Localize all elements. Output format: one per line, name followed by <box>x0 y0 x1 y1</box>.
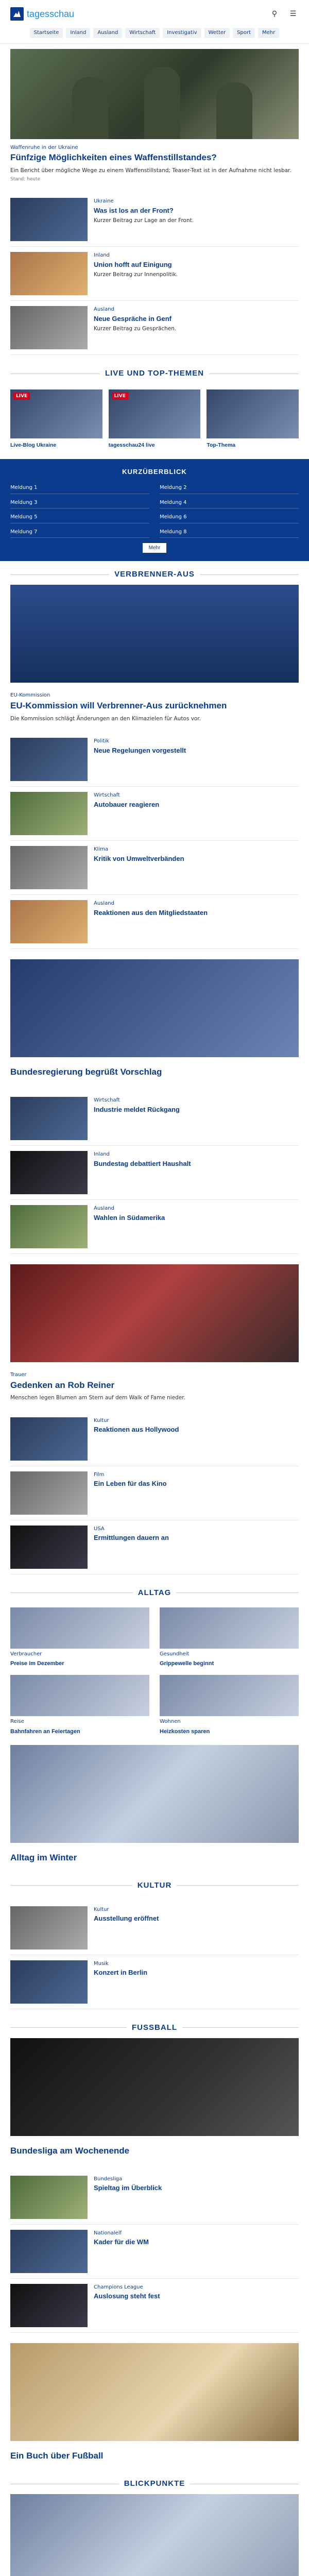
list-item-image <box>10 252 88 295</box>
live-card-image <box>10 389 102 438</box>
tile-image <box>10 1675 149 1716</box>
hero-figure <box>216 82 252 139</box>
tile-kicker: Verbraucher <box>10 1651 42 1657</box>
list-item[interactable] <box>10 247 299 301</box>
list-item-text <box>94 2284 299 2327</box>
list-item[interactable] <box>10 1520 299 1574</box>
list-item[interactable] <box>10 1200 299 1254</box>
list-item-text <box>94 2176 299 2219</box>
live-card[interactable] <box>109 389 201 449</box>
brief-item[interactable]: Meldung 2 <box>160 482 299 494</box>
alltag-grid <box>0 1603 309 1740</box>
list-item-headline[interactable]: Kritik von Umweltverbänden <box>94 854 184 862</box>
feature-headline[interactable]: EU-Kommission will Verbrenner-Aus zurücknehmen <box>10 700 227 710</box>
feature-text <box>0 1847 309 1872</box>
section-header <box>10 569 299 580</box>
list-item-text <box>94 900 299 943</box>
list-item[interactable] <box>10 193 299 247</box>
nav-item[interactable]: Wirtschaft <box>125 28 160 38</box>
list-item[interactable] <box>10 1092 299 1146</box>
list-item[interactable] <box>10 733 299 787</box>
list-item-kicker: Ausland <box>94 307 114 313</box>
nav-item[interactable]: Startseite <box>30 28 63 38</box>
feature-kicker: EU-Kommission <box>10 692 50 699</box>
live-strip <box>0 384 309 454</box>
live-card-image <box>207 389 299 438</box>
list-item-headline[interactable]: Was ist los an der Front? <box>94 206 174 214</box>
nav-item[interactable]: Wetter <box>204 28 230 38</box>
list-item-image <box>10 1151 88 1194</box>
list-item-image <box>10 1097 88 1140</box>
memorial-headline[interactable]: Gedenken an Rob Reiner <box>10 1380 115 1390</box>
list-item-image <box>10 1471 88 1515</box>
list-item-text <box>94 2230 299 2273</box>
list-item-teaser: Kurzer Beitrag zur Lage an der Front. <box>94 217 194 224</box>
tile-kicker: Reise <box>10 1719 24 1725</box>
kultur-list <box>0 1896 309 2014</box>
list-item-text <box>94 846 299 889</box>
list-item[interactable] <box>10 895 299 949</box>
list-item-kicker: Inland <box>94 1151 110 1158</box>
list-item-image <box>10 1205 88 1248</box>
list-item-headline[interactable]: Bundestag debattiert Haushalt <box>94 1159 191 1167</box>
divider <box>10 1885 132 1886</box>
list-item-headline[interactable]: Spieltag im Überblick <box>94 2184 162 2192</box>
list-item[interactable] <box>10 787 299 841</box>
logo-icon <box>10 7 24 21</box>
brief-item[interactable]: Meldung 8 <box>160 527 299 538</box>
list-item-headline[interactable]: Reaktionen aus den Mitgliedstaaten <box>94 908 208 917</box>
list-item[interactable] <box>10 1466 299 1520</box>
tile-kicker: Gesundheit <box>160 1651 190 1657</box>
list-item-text <box>94 306 299 349</box>
top-story-teaser: Ein Bericht über mögliche Wege zu einem Waffenstillstand; Teaser-Text ist in der Aufnahme nicht lesbar. <box>10 167 291 174</box>
list-item-headline[interactable]: Kader für die WM <box>94 2238 149 2246</box>
list-item-headline[interactable]: Neue Regelungen vorgestellt <box>94 746 186 754</box>
list-item-headline[interactable]: Ausstellung eröffnet <box>94 1914 159 1923</box>
list-item-headline[interactable]: Wahlen in Südamerika <box>94 1213 165 1222</box>
list-item-text <box>94 252 299 295</box>
list-item-headline[interactable]: Industrie meldet Rückgang <box>94 1105 180 1113</box>
divider <box>176 1592 299 1593</box>
top-story-text <box>0 139 309 188</box>
section-title: KULTUR <box>137 1880 172 1890</box>
list-item-text <box>94 1526 299 1569</box>
list-item-text <box>94 198 299 241</box>
list-item-image <box>10 846 88 889</box>
brief-item[interactable]: Meldung 7 <box>10 527 149 538</box>
tile-image <box>160 1607 299 1649</box>
list-item-kicker: Inland <box>94 252 110 259</box>
divider <box>182 2027 299 2028</box>
feature-image[interactable] <box>10 1745 299 1843</box>
main-nav <box>0 25 309 44</box>
list-item-headline[interactable]: Ermittlungen dauern an <box>94 1534 169 1542</box>
brief-item[interactable]: Meldung 4 <box>160 497 299 509</box>
news-list-1 <box>0 188 309 360</box>
tile-headline[interactable]: Preise im Dezember <box>10 1660 64 1667</box>
tile-image <box>10 1607 149 1649</box>
hero-figure <box>144 67 180 139</box>
section-header <box>10 1880 299 1891</box>
brief-box <box>0 459 309 562</box>
list-item-text <box>94 1205 299 1248</box>
list-item-kicker: Ausland <box>94 1206 114 1212</box>
memorial-image[interactable] <box>10 1264 299 1362</box>
search-icon[interactable]: ⚲ <box>271 9 278 18</box>
feature-teaser: Die Kommission schlägt Änderungen an den Klimazielen für Autos vor. <box>10 715 201 722</box>
list-item-image <box>10 306 88 349</box>
list-item-kicker: Ukraine <box>94 198 114 205</box>
list-item-kicker: Nationalelf <box>94 2230 122 2236</box>
list-item-kicker: Kultur <box>94 1417 109 1423</box>
tile-kicker: Wohnen <box>160 1719 181 1725</box>
list-item-headline[interactable]: Autobauer reagieren <box>94 800 160 808</box>
top-story-headline[interactable]: Fünfzige Möglichkeiten eines Waffenstillstandes? <box>10 152 217 162</box>
brief-item[interactable]: Meldung 3 <box>10 497 149 509</box>
list-item-image <box>10 1417 88 1461</box>
feature-headline[interactable]: Alltag im Winter <box>10 1852 77 1862</box>
feature-headline[interactable]: Ein Buch über Fußball <box>10 2450 104 2461</box>
tile-image <box>160 1675 299 1716</box>
section-title: VERBRENNER-AUS <box>114 570 195 579</box>
section-header <box>10 2023 299 2033</box>
fussball-list <box>0 2165 309 2338</box>
tile[interactable] <box>10 1675 149 1735</box>
tile[interactable] <box>10 1607 149 1668</box>
list-item-image <box>10 198 88 241</box>
list-item-teaser: Kurzer Beitrag zur Innenpolitik. <box>94 272 178 278</box>
section-title: ALLTAG <box>138 1588 171 1597</box>
feature-image[interactable] <box>10 2038 299 2136</box>
section-title: FUSSBALL <box>132 2023 177 2032</box>
divider <box>177 1885 299 1886</box>
section-title: BLICKPUNKTE <box>124 2479 185 2488</box>
brief-item[interactable]: Meldung 6 <box>160 512 299 523</box>
list-item-kicker: Bundesliga <box>94 2176 123 2182</box>
site-header <box>0 0 309 44</box>
top-story <box>0 49 309 188</box>
tile-headline[interactable]: Heizkosten sparen <box>160 1728 210 1735</box>
list-item-kicker: Champions League <box>94 2284 143 2290</box>
list-item-image <box>10 1906 88 1950</box>
list-item-kicker: Wirtschaft <box>94 792 120 799</box>
nav-item[interactable]: Mehr <box>258 28 279 38</box>
list-item-kicker: Musik <box>94 1960 109 1967</box>
live-card-caption: tagesschau24 live <box>108 442 155 448</box>
live-card-image <box>109 389 201 438</box>
memorial-kicker: Trauer <box>10 1372 27 1378</box>
brief-item[interactable]: Meldung 1 <box>10 482 149 494</box>
brief-more-button[interactable]: Mehr <box>143 543 167 553</box>
tile-headline[interactable]: Grippewelle beginnt <box>160 1660 214 1667</box>
list-item-image <box>10 2284 88 2327</box>
logo-brand: tagesschau <box>27 8 75 19</box>
divider <box>200 574 299 575</box>
menu-icon[interactable]: ☰ <box>289 9 297 18</box>
list-item-text <box>94 1906 299 1950</box>
feature-text <box>0 687 309 727</box>
section-title: LIVE UND TOP-THEMEN <box>105 369 204 378</box>
list-item[interactable] <box>10 1146 299 1200</box>
list-item-kicker: Kultur <box>94 1906 109 1912</box>
live-card-caption: Top-Thema <box>207 442 236 448</box>
list-item-image <box>10 1526 88 1569</box>
feature-text <box>0 2445 309 2470</box>
live-card[interactable] <box>207 389 299 449</box>
brief-title: KURZÜBERBLICK <box>122 467 187 476</box>
verbrenner-list <box>0 727 309 954</box>
header-actions <box>269 8 299 20</box>
list-item-text <box>94 1097 299 1140</box>
memorial-teaser: Menschen legen Blumen am Stern auf dem Walk of Fame nieder. <box>10 1395 185 1401</box>
list-item[interactable] <box>10 841 299 895</box>
list-item-image <box>10 792 88 835</box>
list-item-headline[interactable]: Ein Leben für das Kino <box>94 1480 167 1488</box>
tile[interactable] <box>160 1675 299 1735</box>
list-item-kicker: Ausland <box>94 901 114 907</box>
feature-headline[interactable]: Bundesregierung begrüßt Vorschlag <box>10 1067 162 1077</box>
list-item[interactable] <box>10 301 299 355</box>
list-item-image <box>10 2230 88 2273</box>
list-item-headline[interactable]: Neue Gespräche in Genf <box>94 314 171 323</box>
memorial-list <box>0 1407 309 1580</box>
site-logo[interactable] <box>10 7 74 21</box>
live-badge: LIVE <box>112 393 128 400</box>
list-item-image <box>10 900 88 943</box>
list-item-kicker: Wirtschaft <box>94 1097 120 1104</box>
list-item-text <box>94 1960 299 2004</box>
list-item[interactable] <box>10 1412 299 1466</box>
nav-item[interactable]: Inland <box>66 28 90 38</box>
section-header <box>10 1588 299 1598</box>
hero-image[interactable] <box>10 49 299 139</box>
nav-item[interactable]: Sport <box>233 28 255 38</box>
divider <box>10 1592 133 1593</box>
feature-text <box>0 1061 309 1087</box>
list-item[interactable] <box>10 2225 299 2279</box>
section-header <box>10 2479 299 2489</box>
list-item-teaser: Kurzer Beitrag zu Gesprächen. <box>94 326 177 332</box>
tile-headline[interactable]: Bahnfahren an Feiertagen <box>10 1728 80 1735</box>
list-item-headline[interactable]: Union hofft auf Einigung <box>94 260 172 268</box>
feature-text <box>0 2140 309 2165</box>
brief-item[interactable]: Meldung 5 <box>10 512 149 523</box>
divider <box>10 2027 127 2028</box>
list-item-text <box>94 1151 299 1194</box>
tile[interactable] <box>160 1607 299 1668</box>
list-item[interactable] <box>10 1901 299 1955</box>
feature-image[interactable] <box>10 2343 299 2441</box>
topbar <box>0 0 309 25</box>
live-card[interactable] <box>10 389 102 449</box>
list-item[interactable] <box>10 2279 299 2333</box>
section-header <box>10 368 299 379</box>
live-card-caption: Live-Blog Ukraine <box>10 442 57 448</box>
memorial-text <box>0 1366 309 1407</box>
list-item-headline[interactable]: Reaktionen aus Hollywood <box>94 1426 179 1434</box>
feature-image[interactable] <box>10 959 299 1057</box>
list-item-text <box>94 738 299 781</box>
logo-text <box>27 8 74 20</box>
list-item-image <box>10 1960 88 2004</box>
nav-item[interactable]: Ausland <box>93 28 122 38</box>
list-item-image <box>10 738 88 781</box>
blickpunkte-image[interactable] <box>10 2494 299 2576</box>
top-story-kicker: Waffenruhe in der Ukraine <box>10 144 78 150</box>
feature-headline[interactable]: Bundesliga am Wochenende <box>10 2146 130 2156</box>
list-item-kicker: Film <box>94 1471 105 1478</box>
feature-image[interactable] <box>10 585 299 683</box>
hero-figure <box>72 77 108 139</box>
list-item-kicker: USA <box>94 1526 105 1532</box>
divider <box>10 574 109 575</box>
list-item-kicker: Politik <box>94 738 109 744</box>
list-item[interactable] <box>10 2171 299 2225</box>
news-list-2 <box>0 1087 309 1259</box>
list-item-headline[interactable]: Konzert in Berlin <box>94 1969 148 1977</box>
nav-item[interactable]: Investigativ <box>163 28 201 38</box>
list-item-kicker: Klima <box>94 846 108 853</box>
top-story-meta: Stand: heute <box>10 177 41 182</box>
list-item-headline[interactable]: Auslosung steht fest <box>94 2292 160 2300</box>
live-badge: LIVE <box>13 393 30 400</box>
list-item-text <box>94 1417 299 1461</box>
list-item-image <box>10 2176 88 2219</box>
brief-grid <box>10 482 299 538</box>
list-item[interactable] <box>10 1955 299 2009</box>
list-item-text <box>94 1471 299 1515</box>
list-item-text <box>94 792 299 835</box>
